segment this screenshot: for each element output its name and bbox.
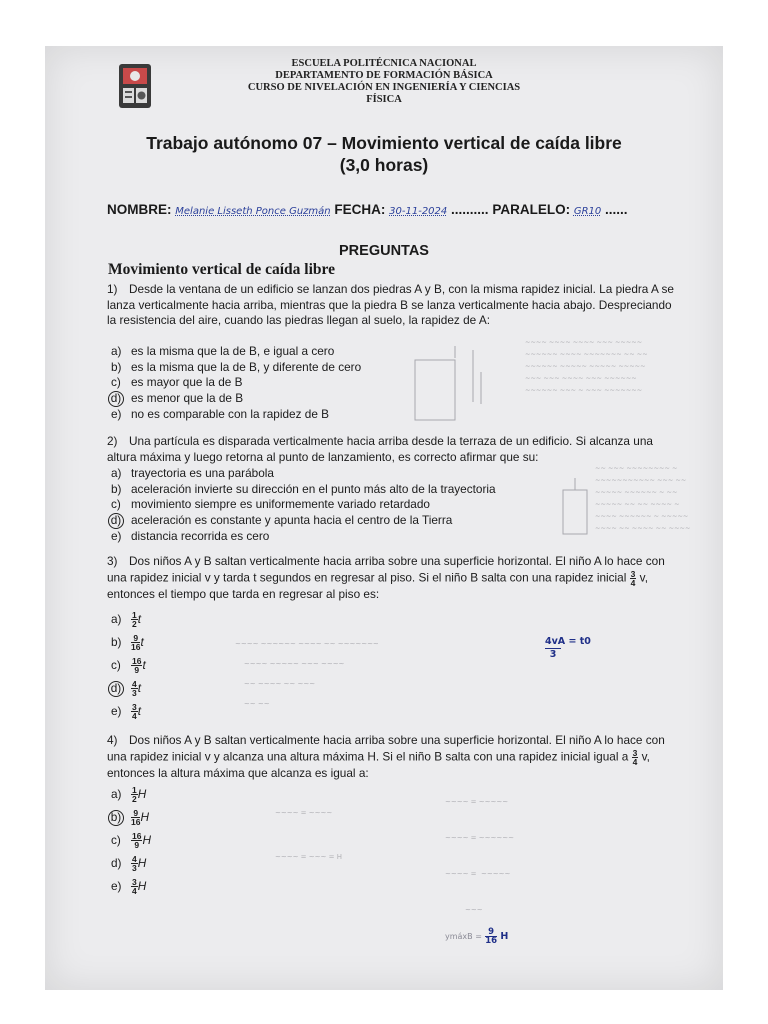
question-1-number: 1) [107,282,118,296]
q3-option-c[interactable]: c) $\frac{16}{9}$ t [111,656,146,676]
q2-option-d[interactable]: d) aceleración es constante y apunta hacia el centro de la Tierra [111,513,496,529]
q4-option-c[interactable]: c) $\frac{16}{9}$ H [111,831,151,851]
q1-option-c[interactable]: c) es mayor que la de B [111,375,243,389]
preguntas-heading: PREGUNTAS [339,243,429,259]
question-3-number: 3) [107,554,118,568]
header-line-school: ESCUELA POLITÉCNICA NACIONAL [291,58,477,69]
q3-option-e[interactable]: e) $\frac{3}{4}$ t [111,702,142,722]
q4-option-d[interactable]: d) $\frac{4}{3}$ H [111,854,147,874]
question-2-options [111,466,496,544]
q4-faint-work-left: ~~~~ = ~~~~ ~~~~ = ~~~ = H [275,809,342,861]
q1-option-b[interactable]: b) es la misma que la de B, y diferente de cero [111,359,362,374]
question-3-text-end: v, entonces el tiempo que tarda en regresar al piso es: [107,570,648,601]
selected-answer-mark: d) [108,513,124,529]
selected-answer-mark: b) [108,810,124,826]
paralelo-label: PARALELO: [492,202,571,217]
nombre-label: NOMBRE: [107,202,172,217]
header-line-course: CURSO DE NIVELACIÓN EN INGENIERÍA Y CIENCIAS [247,82,521,93]
question-4-text-end: v, entonces la altura máxima que alcanza es igual a: [107,749,650,780]
question-1-options [111,344,361,422]
q1-option-a[interactable]: a) es la misma que la de B, e igual a cero [111,344,335,358]
q2-option-c[interactable]: c) movimiento siempre es uniformemente variado retardado [111,497,430,511]
q3-handwritten-answer: 4vA = t0 3 [545,636,591,660]
q3-inline-fraction: $\frac{3}{4}$ [630,568,636,588]
q4-inline-fraction: $\frac{3}{4}$ [632,747,638,767]
q2-building-sketch [545,476,595,536]
q2-option-a[interactable]: a) trayectoria es una parábola [111,466,274,480]
question-3-text: Dos niños A y B saltan verticalmente hacia arriba sobre una superficie horizontal. El niño A lo hace con una rapidez inicial v y tarda t segundos en regresar al piso. Si el niño B salta con una rapidez inicial [107,554,665,585]
title-line-2: (3,0 horas) [339,155,429,175]
section-title: Movimiento vertical de caída libre [108,261,335,278]
q3-option-d[interactable]: d) $\frac{4}{3}$ t [111,677,146,700]
question-2 [107,434,677,465]
q4-option-e[interactable]: e) $\frac{3}{4}$ H [111,877,147,897]
question-4-number: 4) [107,733,118,747]
document-page [45,46,723,990]
question-4 [107,733,677,781]
q1-building-sketch [385,342,505,422]
q2-handwritten-notes: ~~ ~~~ ~~~~~~~~ ~ ~~~~~~~~~~~ ~~~ ~~ ~~~~~ ~~~~~~ ~ ~~ ~~~~~ ~~ ~~ ~~~~ ~ ~~~~ ~~~~~~ ~ ~~~~~ ~~~~ ~~ ~~~~ ~~ ~~~~ [595,464,691,532]
assignment-title [45,132,723,176]
q4-option-a[interactable]: a) $\frac{1}{2}$ H [111,785,147,805]
header-line-department: DEPARTAMENTO DE FORMACIÓN BÁSICA [275,70,493,81]
q3-faint-work: ~~~~ ~~~~~~ ~~~~ ~~ ~~~~~~~ ~~~~ ~~~~~ ~~~ ~~~~ ~~ ~~~~ ~~ ~~~ ~~ ~~ [235,640,379,708]
question-4-text: Dos niños A y B saltan verticalmente hacia arriba sobre una superficie horizontal. El niño A lo hace con una rapidez inicial v y alcanza una altura máxima H. Si el niño B salta con una rapidez inicial igual a [107,733,665,764]
nombre-value: Melanie Lisseth Ponce Guzmán [175,206,331,217]
question-2-text: Una partícula es disparada verticalmente hacia arriba desde la terraza de un edificio. Si alcanza una altura máxima y luego retorna al punto de lanzamiento, es correcto afirmar que su: [107,434,653,464]
fecha-value: 30-11-2024 [389,206,448,217]
question-3 [107,554,677,602]
q2-option-b[interactable]: b) aceleración invierte su dirección en el punto más alto de la trayectoria [111,481,496,496]
selected-answer-mark: d) [108,391,124,407]
q2-option-e[interactable]: e) distancia recorrida es cero [111,528,270,543]
question-2-number: 2) [107,434,118,448]
selected-answer-mark: d) [108,681,124,697]
q1-handwritten-notes: ~~~~ ~~~~ ~~~~ ~~~ ~~~~~ ~~~~~~ ~~~~ ~~~~~~~ ~~ ~~ ~~~~~~ ~~~~~ ~~~~~ ~~~~~ ~~~ ~~~ ~~~~ ~~~ ~~~~~~ ~~~~~~ ~~~ ~ ~~~ ~~~~~~~ [525,338,648,394]
q4-faint-work-right: ~~~~ = ~~~~~ ~~~~ = ~~~~~~ ~~~~ = ~~~~~ ~~~ [445,798,514,914]
question-1-text: Desde la ventana de un edificio se lanzan dos piedras A y B, con la misma rapidez inicial. La piedra A se lanza verticalmente hacia arriba, mientras que la piedra B se lanza verticalmente hacia abajo. Despreciando la resistencia del aire, cuando las piedras llegan al suelo, la rapidez de A: [107,282,674,327]
header-line-subject: FÍSICA [366,94,402,105]
title-line-1: Trabajo autónomo 07 – Movimiento vertical de caída libre [146,133,622,153]
q4-option-b[interactable]: b) $\frac{9}{16}$ H [111,806,151,829]
question-1 [107,282,677,329]
q3-option-b[interactable]: b) $\frac{9}{16}$ t [111,633,144,653]
q1-option-d[interactable]: d) es menor que la de B [111,391,361,407]
student-info-row: NOMBRE: Melanie Lisseth Ponce Guzmán FECHA: 30-11-2024 .......... PARALELO: GR10 ...... [107,202,628,217]
q4-handwritten-answer: ymáxB = $\frac{9}{16}$ H [445,927,509,946]
question-4-options [111,783,151,898]
institution-header [45,58,723,106]
q3-option-a[interactable]: a) $\frac{1}{2}$ t [111,610,142,630]
paralelo-value: GR10 [573,206,602,217]
q1-option-e[interactable]: e) no es comparable con la rapidez de B [111,406,330,421]
question-3-options [111,608,146,723]
fecha-label: FECHA: [334,202,386,217]
